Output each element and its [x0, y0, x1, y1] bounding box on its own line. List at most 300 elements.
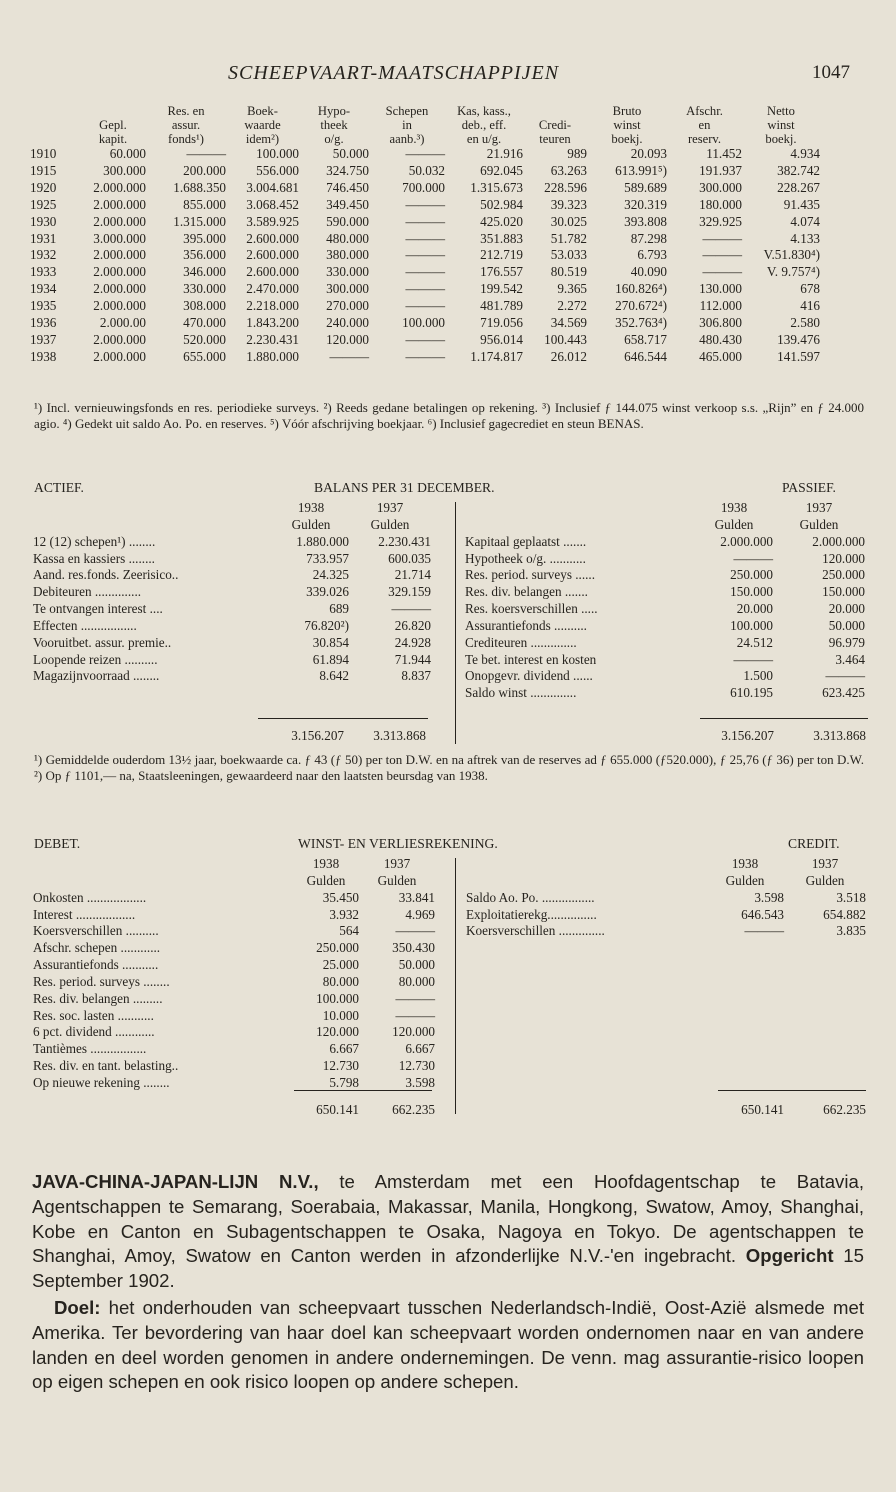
stats-cell: 481.789	[480, 298, 523, 314]
stats-cell: 4.133	[790, 230, 820, 246]
debet-value-1937: 3.598	[405, 1074, 435, 1090]
stats-cell: 30.025	[550, 213, 587, 229]
stats-header-row	[30, 118, 820, 132]
stats-cell: 956.014	[480, 331, 523, 347]
actief-unit-header	[33, 517, 431, 534]
debet-label: Res. soc. lasten ...........	[33, 1007, 154, 1023]
actief-row	[33, 601, 431, 618]
stats-header-cell	[30, 104, 80, 118]
stats-cell: 700.000	[402, 179, 445, 195]
stats-cell: 658.717	[624, 331, 667, 347]
stats-cell: 470.000	[183, 315, 226, 331]
pl-credit-totals	[706, 1102, 866, 1119]
debet-value-1937: 6.667	[405, 1041, 435, 1057]
balance-passief-totals	[696, 728, 866, 745]
company-paragraph	[32, 1170, 864, 1294]
page-number: 1047	[812, 62, 850, 83]
passief-year-header	[465, 500, 865, 517]
stats-cell: 352.763⁴)	[615, 315, 667, 331]
stats-cell: ———	[405, 348, 445, 364]
debet-row	[33, 890, 435, 907]
stats-cell: 351.883	[480, 230, 523, 246]
stats-cell: 20.093	[630, 146, 667, 161]
debet-label: Op nieuwe rekening ........	[33, 1074, 170, 1090]
stats-cell: 130.000	[699, 281, 742, 297]
debet-row	[33, 1058, 435, 1075]
stats-cell: 1.688.350	[173, 179, 226, 195]
debet-value-1937: 80.000	[398, 973, 435, 989]
stats-year: 1937	[30, 331, 57, 347]
passief-value-1938: 150.000	[730, 584, 773, 600]
stats-cell: ———	[702, 247, 742, 263]
passief-label: Assurantiefonds ..........	[465, 617, 587, 633]
actief-value-1938: 733.957	[306, 550, 349, 566]
balance-passief-total-1937: 3.313.868	[813, 728, 866, 743]
stats-header-cell: boekj.	[611, 132, 643, 146]
stats-cell: 308.000	[183, 298, 226, 314]
passief-row	[465, 534, 865, 551]
actief-year-header	[33, 500, 431, 517]
debet-value-1937: 4.969	[405, 906, 435, 922]
stats-row	[30, 231, 820, 248]
passief-row	[465, 601, 865, 618]
passief-row	[465, 685, 865, 702]
passief-row	[465, 668, 865, 685]
founded-label: Opgericht	[745, 1245, 834, 1267]
debet-row	[33, 907, 435, 924]
stats-row	[30, 214, 820, 231]
stats-cell: 2.000.000	[93, 179, 146, 195]
stats-cell: 1.843.200	[246, 315, 299, 331]
stats-header-cell: assur.	[171, 118, 201, 132]
pl-debet-table	[33, 856, 435, 1092]
stats-cell: 589.689	[624, 179, 667, 195]
stats-cell: ———	[405, 298, 445, 314]
debet-label: Res. div. en tant. belasting..	[33, 1058, 179, 1074]
stats-header-cell	[523, 104, 587, 118]
stats-cell: 2.600.000	[246, 247, 299, 263]
debet-value-1937: 12.730	[398, 1058, 435, 1074]
debet-label: Koersverschillen ..........	[33, 923, 159, 939]
actief-unit: Gulden	[370, 516, 410, 532]
stats-year: 1936	[30, 315, 57, 331]
debet-row	[33, 974, 435, 991]
actief-value-1938: 61.894	[312, 651, 349, 667]
stats-header-cell: reserv.	[687, 132, 722, 146]
stats-cell: 39.323	[550, 196, 587, 212]
credit-year-header	[466, 856, 866, 873]
passief-value-1937: 150.000	[822, 584, 865, 600]
stats-cell: 87.298	[630, 230, 667, 246]
balance-actief-total-1937: 3.313.868	[373, 728, 426, 743]
stats-cell: ———	[405, 247, 445, 263]
pl-debet-total-1937: 662.235	[392, 1102, 435, 1117]
stats-row	[30, 180, 820, 197]
debet-unit: Gulden	[306, 872, 346, 888]
balance-actief-totals	[268, 728, 428, 745]
debet-value-1938: 120.000	[316, 1024, 359, 1040]
stats-row	[30, 332, 820, 349]
stats-cell: 228.596	[544, 179, 587, 195]
debet-value-1937: ———	[395, 990, 435, 1006]
stats-cell: 4.934	[790, 146, 820, 161]
stats-cell: ———	[702, 264, 742, 280]
stats-header-cell: Res. en	[167, 104, 205, 118]
statistics-table	[30, 104, 820, 366]
stats-cell: 191.937	[699, 162, 742, 178]
pl-title: WINST- EN VERLIESREKENING.	[298, 836, 498, 851]
stats-cell: 91.435	[783, 196, 820, 212]
stats-cell: 4.074	[790, 213, 820, 229]
stats-year: 1915	[30, 162, 57, 178]
actief-value-1938: 1.880.000	[296, 533, 349, 549]
stats-cell: 21.916	[486, 146, 523, 161]
stats-row	[30, 298, 820, 315]
stats-header-cell: o/g.	[324, 132, 344, 146]
stats-cell: 1.315.000	[173, 213, 226, 229]
passief-unit: Gulden	[799, 516, 839, 532]
balance-actief-table	[33, 500, 431, 685]
stats-year: 1930	[30, 213, 57, 229]
debet-label: Res. div. belangen .........	[33, 990, 163, 1006]
balance-total-rule-left	[258, 718, 428, 719]
pl-credit-table	[466, 856, 866, 940]
credit-unit-header	[466, 873, 866, 890]
passief-row	[465, 652, 865, 669]
stats-row	[30, 247, 820, 264]
stats-cell: ———	[329, 348, 369, 364]
debet-unit-header	[33, 873, 435, 890]
debet-value-1938: 80.000	[322, 973, 359, 989]
stats-cell: 180.000	[699, 196, 742, 212]
stats-header-cell: en	[698, 118, 711, 132]
stats-cell: 556.000	[256, 162, 299, 178]
credit-label: Exploitatierekg...............	[466, 906, 597, 922]
stats-year: 1933	[30, 264, 57, 280]
stats-cell: 416	[800, 298, 820, 314]
stats-cell: 349.450	[326, 196, 369, 212]
stats-year: 1934	[30, 281, 57, 297]
stats-cell: 393.808	[624, 213, 667, 229]
passief-value-1938: 250.000	[730, 567, 773, 583]
stats-cell: 270.000	[326, 298, 369, 314]
passief-value-1937: 3.464	[835, 651, 865, 667]
purpose-label: Doel:	[54, 1296, 101, 1318]
actief-value-1938: 8.642	[319, 668, 349, 684]
stats-cell: 3.004.681	[246, 179, 299, 195]
passief-value-1937: 120.000	[822, 550, 865, 566]
actief-label: Effecten .................	[33, 617, 137, 633]
stats-cell: ———	[405, 146, 445, 161]
actief-label: Kassa en kassiers ........	[33, 550, 155, 566]
actief-value-1938: 339.026	[306, 584, 349, 600]
passief-label: Res. period. surveys ......	[465, 567, 596, 583]
debet-row	[33, 1041, 435, 1058]
debet-label: Onkosten ..................	[33, 889, 147, 905]
debet-row	[33, 923, 435, 940]
credit-value-1937: 3.835	[836, 923, 866, 939]
pl-debet-title: DEBET.	[34, 836, 81, 851]
credit-unit: Gulden	[725, 872, 765, 888]
stats-cell: 228.267	[777, 179, 820, 195]
company-name: JAVA-CHINA-JAPAN-LIJN N.V.,	[32, 1171, 319, 1192]
stats-cell: 502.984	[480, 196, 523, 212]
footnotes-statistics: ¹) Incl. vernieuwingsfonds en res. periodieke surveys. ²) Reeds gedane betalingen op rekening. ³) Inclusief ƒ 144.075 winst verkoop s.s. „Rijn” en ƒ 24.000 agio. ⁴) Gedekt uit saldo Ao. Po. en reserves. ⁵) Vóór afschrijving boekjaar. ⁶) Inclusief gagecrediet en steun BENAS.	[34, 400, 864, 431]
stats-header-cell	[80, 104, 146, 118]
stats-cell: 3.068.452	[246, 196, 299, 212]
stats-cell: V. 9.757⁴)	[766, 264, 820, 280]
actief-label: 12 (12) schepen¹) ........	[33, 533, 156, 549]
stats-header-cell: aanb.³)	[389, 132, 425, 146]
passief-value-1937: 50.000	[828, 617, 865, 633]
stats-cell: 176.557	[480, 264, 523, 280]
stats-cell: 330.000	[183, 281, 226, 297]
stats-header-cell: winst	[767, 118, 795, 132]
stats-cell: 3.000.000	[93, 230, 146, 246]
passief-row	[465, 567, 865, 584]
passief-row	[465, 635, 865, 652]
passief-label: Te bet. interest en kosten	[465, 651, 597, 667]
balance-total-rule-right	[700, 718, 868, 719]
stats-header-cell: idem²)	[245, 132, 280, 146]
stats-row	[30, 146, 820, 163]
stats-cell: 855.000	[183, 196, 226, 212]
debet-label: Res. period. surveys ........	[33, 973, 170, 989]
debet-year-header	[33, 856, 435, 873]
stats-cell: ———	[405, 281, 445, 297]
actief-label: Loopende reizen ..........	[33, 651, 158, 667]
stats-cell: 300.000	[699, 179, 742, 195]
stats-cell: 2.218.000	[246, 298, 299, 314]
stats-cell: 240.000	[326, 315, 369, 331]
stats-header-cell: kapit.	[98, 132, 128, 146]
passief-value-1938: 24.512	[736, 634, 773, 650]
actief-value-1937: 600.035	[388, 550, 431, 566]
founded-date: 15 September 1902.	[32, 1245, 864, 1292]
credit-row	[466, 890, 866, 907]
stats-cell: ———	[405, 213, 445, 229]
stats-cell: 520.000	[183, 331, 226, 347]
stats-row	[30, 315, 820, 332]
stats-cell: 9.365	[557, 281, 587, 297]
debet-value-1938: 10.000	[322, 1007, 359, 1023]
balance-passief-title: PASSIEF.	[782, 480, 836, 495]
passief-row	[465, 551, 865, 568]
stats-year: 1935	[30, 298, 57, 314]
debet-label: Assurantiefonds ...........	[33, 957, 159, 973]
stats-cell: 380.000	[326, 247, 369, 263]
actief-label: Aand. res.fonds. Zeerisico..	[33, 567, 179, 583]
stats-cell: 2.000.000	[93, 196, 146, 212]
stats-row	[30, 349, 820, 366]
stats-cell: 646.544	[624, 348, 667, 364]
stats-header-cell: theek	[320, 118, 348, 132]
stats-cell: ———	[186, 146, 226, 161]
stats-header-cell: Netto	[767, 104, 795, 118]
stats-header-cell: fonds¹)	[168, 132, 204, 146]
actief-row	[33, 567, 431, 584]
actief-label: Vooruitbet. assur. premie..	[33, 634, 172, 650]
debet-value-1937: 33.841	[398, 889, 435, 905]
stats-cell: 2.000.000	[93, 348, 146, 364]
actief-value-1938: 76.820²)	[304, 617, 349, 633]
stats-year: 1910	[30, 146, 57, 161]
actief-value-1938: 689	[329, 601, 349, 617]
debet-value-1938: 25.000	[322, 957, 359, 973]
stats-cell: 465.000	[699, 348, 742, 364]
stats-cell: 356.000	[183, 247, 226, 263]
actief-unit: Gulden	[291, 516, 331, 532]
actief-year-1938: 1938	[297, 500, 325, 515]
actief-value-1937: 21.714	[394, 567, 431, 583]
passief-value-1937: 250.000	[822, 567, 865, 583]
stats-header-cell: Gepl.	[99, 118, 127, 132]
credit-unit: Gulden	[805, 872, 845, 888]
debet-row	[33, 1008, 435, 1025]
actief-value-1937: 329.159	[388, 584, 431, 600]
passief-value-1938: 100.000	[730, 617, 773, 633]
balance-actief-total-1938: 3.156.207	[291, 728, 344, 743]
stats-cell: 2.000.000	[93, 281, 146, 297]
debet-value-1938: 3.932	[329, 906, 359, 922]
pl-total-rule-right	[718, 1090, 866, 1091]
debet-value-1938: 6.667	[329, 1041, 359, 1057]
stats-row	[30, 264, 820, 281]
passief-value-1937: 623.425	[822, 685, 865, 701]
stats-cell: 719.056	[480, 315, 523, 331]
passief-unit-header	[465, 517, 865, 534]
pl-divider	[455, 858, 456, 1114]
debet-value-1938: 5.798	[329, 1074, 359, 1090]
stats-cell: 324.750	[326, 162, 369, 178]
pl-debet-totals	[293, 1102, 435, 1119]
debet-value-1937: 50.000	[398, 957, 435, 973]
stats-cell: 395.000	[183, 230, 226, 246]
stats-header-cell: Hypo-	[317, 104, 351, 118]
actief-label: Magazijnvoorraad ........	[33, 668, 160, 684]
stats-cell: 1.315.673	[470, 179, 523, 195]
stats-cell: 40.090	[630, 264, 667, 280]
stats-header-cell: Boek-	[247, 104, 278, 118]
passief-value-1938: ———	[733, 651, 773, 667]
stats-cell: 2.600.000	[246, 264, 299, 280]
stats-year: 1932	[30, 247, 57, 263]
stats-header-cell: en u/g.	[466, 132, 502, 146]
stats-header-cell: boekj.	[765, 132, 797, 146]
credit-value-1938: ———	[744, 923, 784, 939]
stats-header-cell: Bruto	[612, 104, 642, 118]
actief-value-1937: 2.230.431	[378, 533, 431, 549]
credit-year-1938: 1938	[731, 856, 759, 871]
stats-cell: 678	[800, 281, 820, 297]
stats-cell: 6.793	[637, 247, 667, 263]
stats-cell: 60.000	[109, 146, 146, 161]
balance-divider	[455, 502, 456, 744]
balance-actief-title: ACTIEF.	[34, 480, 84, 495]
stats-cell: ———	[405, 196, 445, 212]
stats-header-cell: Credi-	[538, 118, 572, 132]
stats-cell: 330.000	[326, 264, 369, 280]
debet-row	[33, 940, 435, 957]
stats-cell: 11.452	[706, 146, 742, 161]
credit-label: Saldo Ao. Po. ................	[466, 889, 595, 905]
stats-header-row	[30, 132, 820, 146]
stats-cell: 425.020	[480, 213, 523, 229]
credit-value-1938: 646.543	[741, 906, 784, 922]
stats-cell: 346.000	[183, 264, 226, 280]
passief-label: Crediteuren ..............	[465, 634, 577, 650]
pl-debet-total-1938: 650.141	[316, 1102, 359, 1117]
debet-year-1938: 1938	[312, 856, 340, 871]
passief-row	[465, 584, 865, 601]
stats-cell: 329.925	[699, 213, 742, 229]
balance-passief-total-1938: 3.156.207	[721, 728, 774, 743]
purpose-text: het onderhouden van scheepvaart tusschen Nederlandsch-Indië, Oost-Azië alsmede met Amerika. Ter bevordering van haar doel kan scheepvaart worden ondernomen naar en van andere landen en deel worden genomen in andere ondernemingen. De venn. mag assurantie-risico loopen op eigen schepen en ook risico loopen op andere schepen.	[32, 1296, 864, 1393]
stats-header-cell: Kas, kass.,	[457, 104, 511, 118]
debet-value-1938: 564	[339, 923, 359, 939]
debet-value-1937: ———	[395, 1007, 435, 1023]
credit-label: Koersverschillen ..............	[466, 923, 605, 939]
stats-cell: V.51.830⁴)	[763, 247, 820, 263]
actief-label: Debiteuren ..............	[33, 584, 142, 600]
debet-unit: Gulden	[377, 872, 417, 888]
stats-header-cell: in	[402, 118, 412, 132]
credit-year-1937: 1937	[811, 856, 839, 871]
debet-row	[33, 991, 435, 1008]
passief-value-1938: 610.195	[730, 685, 773, 701]
stats-cell: 2.000.00	[99, 315, 146, 331]
passief-value-1938: ———	[733, 550, 773, 566]
debet-value-1937: 120.000	[392, 1024, 435, 1040]
stats-cell: 2.000.000	[93, 298, 146, 314]
actief-row	[33, 618, 431, 635]
stats-cell: 200.000	[183, 162, 226, 178]
passief-year-1938: 1938	[720, 500, 748, 515]
stats-row	[30, 163, 820, 180]
footnotes-balance: ¹) Gemiddelde ouderdom 13½ jaar, boekwaarde ca. ƒ 43 (ƒ 50) per ton D.W. en na aftrek van de reserves ad ƒ 655.000 (ƒ520.000), ƒ 25,76 (ƒ 36) per ton D.W. ²) Op ƒ 1101,— na, Staatsleeningen, gewaardeerd naar den laatsten beursdag van 1938.	[34, 752, 864, 783]
actief-row	[33, 584, 431, 601]
debet-value-1937: 350.430	[392, 940, 435, 956]
stats-header-cell: deb., eff.	[461, 118, 507, 132]
passief-label: Res. koersverschillen .....	[465, 601, 598, 617]
passief-label: Onopgevr. dividend ......	[465, 668, 593, 684]
stats-cell: 270.672⁴)	[615, 298, 667, 314]
passief-row	[465, 618, 865, 635]
stats-header-cell: winst	[613, 118, 641, 132]
stats-cell: 1.174.817	[470, 348, 523, 364]
stats-cell: 692.045	[480, 162, 523, 178]
stats-cell: 300.000	[326, 281, 369, 297]
stats-header-cell: Afschr.	[686, 104, 723, 118]
running-title: SCHEEPVAART-MAATSCHAPPIJEN	[228, 62, 560, 84]
stats-cell: 212.719	[480, 247, 523, 263]
pl-credit-title: CREDIT.	[788, 836, 840, 851]
credit-value-1938: 3.598	[754, 889, 784, 905]
passief-label: Res. div. belangen .......	[465, 584, 588, 600]
actief-year-1937: 1937	[376, 500, 404, 515]
passief-label: Saldo winst ..............	[465, 685, 577, 701]
actief-row	[33, 551, 431, 568]
stats-cell: ———	[405, 331, 445, 347]
actief-value-1937: 71.944	[394, 651, 431, 667]
credit-value-1937: 654.882	[823, 906, 866, 922]
stats-cell: 3.589.925	[246, 213, 299, 229]
debet-value-1938: 100.000	[316, 990, 359, 1006]
actief-value-1938: 30.854	[312, 634, 349, 650]
actief-row	[33, 534, 431, 551]
debet-label: Tantièmes .................	[33, 1041, 147, 1057]
debet-row	[33, 957, 435, 974]
